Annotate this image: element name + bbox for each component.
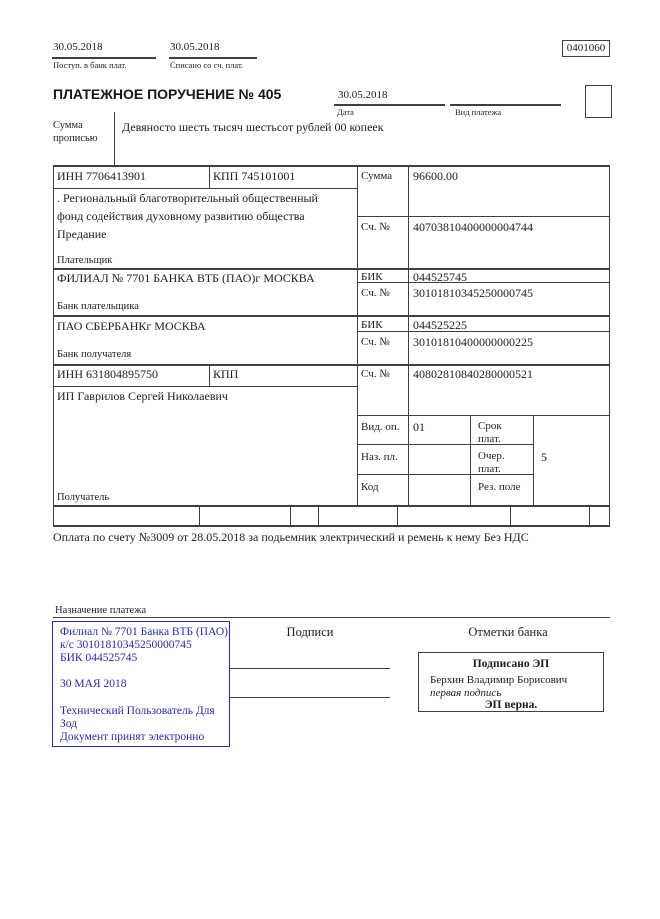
- stamp-line: Документ принят электронно: [60, 730, 205, 743]
- table-top-line: [53, 165, 610, 167]
- table-left-border: [53, 165, 54, 525]
- payer-inn-kpp-divider: [209, 165, 210, 188]
- payee-inn-row-line: [53, 386, 357, 387]
- form-code-box: 0401060: [562, 40, 610, 57]
- payer-name-line1: . Региональный благотворительный общественный: [57, 191, 318, 205]
- ep-first-signature-label: первая подпись: [430, 687, 502, 699]
- debited-date-underline: [169, 57, 257, 59]
- payeebank-bik-line: [357, 331, 610, 332]
- payerbank-bik-line: [357, 282, 610, 283]
- status-box: [585, 85, 612, 118]
- stamp-line: Зод: [60, 717, 78, 730]
- footer-cell-divider-4: [397, 505, 398, 525]
- document-title: ПЛАТЕЖНОЕ ПОРУЧЕНИЕ № 405: [53, 86, 282, 102]
- center-divider: [357, 165, 358, 505]
- footer-cell-divider-5: [510, 505, 511, 525]
- stamp-line: 30 МАЯ 2018: [60, 678, 127, 691]
- payeebank-section-line: [53, 364, 610, 366]
- payer-account: 40703810400000004744: [413, 220, 533, 234]
- date-underline: [334, 104, 445, 106]
- ep-signer-name: Берхин Владимир Борисович: [430, 674, 568, 686]
- payee-name: ИП Гаврилов Сергей Николаевич: [57, 389, 228, 403]
- signatures-header: Подписи: [286, 625, 334, 639]
- payer-bank-bik: 044525745: [413, 270, 467, 284]
- payer-inn: ИНН 7706413901: [57, 169, 146, 183]
- stamp-line: [60, 691, 225, 704]
- amount-words-label-line2: прописью: [53, 133, 98, 144]
- op-rows-top-line: [357, 415, 610, 416]
- footer-cell-divider-2: [290, 505, 291, 525]
- amount-words-divider: [114, 112, 115, 165]
- signature-line-1: [230, 668, 390, 669]
- payee-bank-label: Банк получателя: [57, 349, 132, 360]
- amount-in-words: Девяносто шесть тысяч шестьсот рублей 00 копеек: [122, 120, 384, 134]
- payer-bank-name: ФИЛИАЛ № 7701 БАНКА ВТБ (ПАО)г МОСКВА: [57, 271, 315, 285]
- payer-bank-account-label: Сч. №: [361, 287, 390, 299]
- order-label-line1: Очер.: [478, 450, 505, 462]
- date-label: Дата: [337, 107, 354, 117]
- stamp-line: к/с 30101810345250000745: [60, 639, 192, 652]
- footer-cell-divider-6: [589, 505, 590, 525]
- term-col-right-divider: [533, 415, 534, 505]
- received-in-bank-date: 30.05.2018: [53, 41, 103, 53]
- op-type-value: 01: [413, 420, 425, 434]
- payee-bank-bik: 044525225: [413, 318, 467, 332]
- payerbank-section-line: [53, 315, 610, 317]
- purpose-code-label: Наз. пл.: [361, 451, 398, 463]
- payer-account-label: Сч. №: [361, 221, 390, 233]
- ep-valid-label: ЭП верна.: [484, 699, 538, 711]
- payee-bank-name: ПАО СБЕРБАНКг МОСКВА: [57, 319, 206, 333]
- bank-marks-header: Отметки банка: [468, 625, 548, 639]
- signature-line-2: [230, 697, 390, 698]
- payee-bank-bik-label: БИК: [361, 319, 383, 331]
- stamp-line: БИК 044525745: [60, 652, 138, 665]
- amount-words-label-line1: Сумма: [53, 120, 83, 131]
- payee-inn-kpp-divider: [209, 364, 210, 386]
- payment-purpose-text: Оплата по счету №3009 от 28.05.2018 за подьемник электрический и ремень к нему Без НДС: [53, 530, 529, 544]
- order-value: 5: [541, 450, 547, 464]
- footer-cell-divider-3: [318, 505, 319, 525]
- reserve-field-label: Рез. поле: [478, 481, 521, 493]
- payee-label: Получатель: [57, 492, 110, 503]
- payment-purpose-label: Назначение платежа: [55, 605, 147, 616]
- amount-label: Сумма: [361, 170, 393, 182]
- stamp-line: Филиал № 7701 Банка ВТБ (ПАО): [60, 626, 228, 638]
- received-date-underline: [52, 57, 156, 59]
- term-label-line2: плат.: [478, 433, 501, 445]
- term-col-left-divider: [470, 415, 471, 505]
- debited-label: Списано со сч. плат.: [170, 60, 244, 70]
- payee-account-label: Сч. №: [361, 368, 390, 380]
- payer-section-line: [53, 268, 610, 270]
- stamp-line: [60, 665, 225, 678]
- payer-bank-bik-label: БИК: [361, 271, 383, 283]
- code-label: Код: [361, 481, 379, 493]
- label-value-divider: [408, 165, 409, 505]
- electronic-signature-stamp: [418, 652, 604, 712]
- payer-kpp: КПП 745101001: [213, 169, 296, 183]
- payer-name-line2: фонд содействия духовному развитию общества: [57, 209, 305, 223]
- amount-cell-line: [357, 216, 610, 217]
- payee-account: 40802810840280000521: [413, 367, 533, 381]
- payment-type-underline: [450, 104, 561, 106]
- table-right-border: [609, 165, 610, 525]
- op-row1-line: [357, 444, 533, 445]
- footer-cell-divider-1: [199, 505, 200, 525]
- payer-bank-label: Банк плательщика: [57, 301, 139, 312]
- payer-bank-account: 30101810345250000745: [413, 286, 533, 300]
- amount-value: 96600.00: [413, 169, 458, 183]
- stamp-line: Технический Пользователь Для: [60, 704, 215, 717]
- ep-signed-label: Подписано ЭП: [472, 658, 550, 670]
- order-label-line2: плат.: [478, 463, 501, 475]
- payee-bank-account: 30101810400000000225: [413, 335, 533, 349]
- purpose-section-line: [53, 617, 610, 618]
- footer-row-bottom-line: [53, 525, 610, 527]
- payee-inn: ИНН 631804895750: [57, 367, 158, 381]
- received-in-bank-label: Поступ. в банк плат.: [53, 60, 127, 70]
- bank-acceptance-stamp: [52, 621, 230, 747]
- op-type-label: Вид. оп.: [361, 421, 400, 433]
- payee-kpp: КПП: [213, 367, 239, 381]
- payer-label: Плательщик: [57, 255, 113, 266]
- debited-date: 30.05.2018: [170, 41, 220, 53]
- document-date: 30.05.2018: [338, 89, 388, 101]
- payer-inn-row-line: [53, 188, 357, 189]
- payer-name-line3: Предание: [57, 227, 107, 241]
- payment-type-label: Вид платежа: [455, 107, 502, 117]
- table-bottom-line: [53, 505, 610, 507]
- op-row2-line: [357, 474, 533, 475]
- term-label-line1: Срок: [478, 420, 502, 432]
- payee-bank-account-label: Сч. №: [361, 336, 390, 348]
